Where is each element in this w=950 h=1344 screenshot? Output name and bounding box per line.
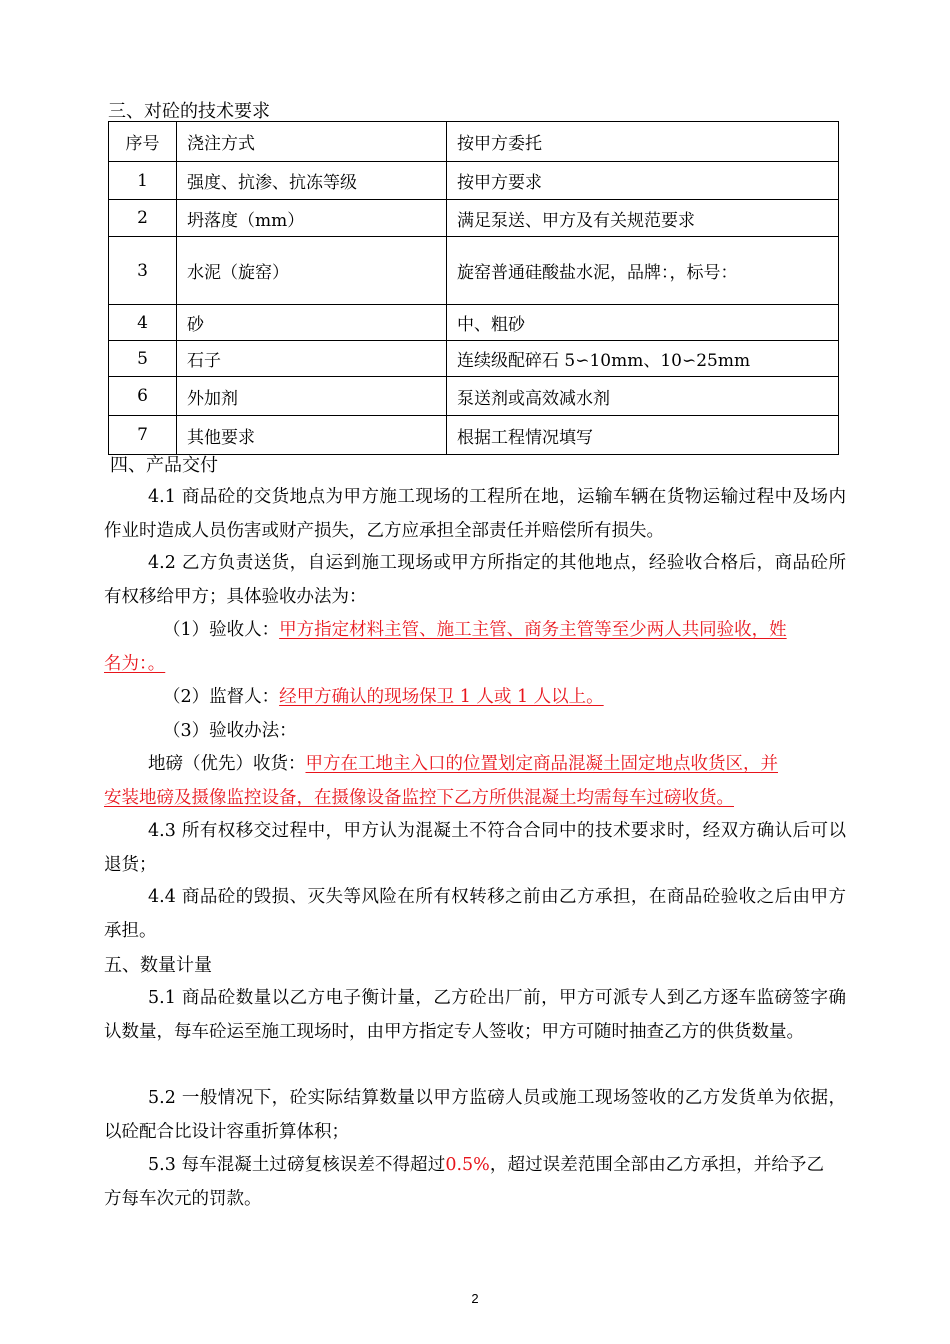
table-cell: 根据工程情况填写	[447, 416, 839, 455]
table-cell: 旋窑普通硅酸盐水泥，品牌：，标号：	[447, 237, 839, 305]
table-row	[109, 305, 839, 341]
table-cell: 满足泵送、甲方及有关规范要求	[447, 200, 839, 237]
clause-5-1: 5.1 商品砼数量以乙方电子衡计量，乙方砼出厂前，甲方可派专人到乙方逐车监磅签字确认数量，每车砼运至施工现场时，由甲方指定专人签收；甲方可随时抽查乙方的供货数量。	[104, 988, 846, 1042]
weighbridge-line	[148, 748, 778, 782]
clause-5-3-text: 5.3 每车混凝土过磅复核误差不得超过	[148, 1155, 446, 1175]
section-5-title: 五、数量计量	[104, 955, 212, 976]
inspector-value: 甲方指定材料主管、施工主管、商务主管等至少两人共同验收，姓	[279, 620, 787, 640]
supervisor-label: （2）监督人：	[163, 687, 280, 707]
table-row	[109, 341, 839, 377]
table-cell: 4	[109, 305, 177, 341]
error-tolerance-value: 0.5%	[445, 1155, 490, 1175]
weighbridge-line-2	[104, 782, 734, 816]
inspector-line	[163, 614, 787, 648]
table-cell: 砂	[177, 305, 447, 341]
weighbridge-value: 甲方在工地主入口的位置划定商品混凝土固定地点收货区，并	[305, 754, 778, 774]
table-cell: 其他要求	[177, 416, 447, 455]
table-cell: 7	[109, 416, 177, 455]
section-3-title: 三、对砼的技术要求	[108, 101, 270, 122]
table-cell: 2	[109, 200, 177, 237]
clause-4-1: 4.1 商品砼的交货地点为甲方施工现场的工程所在地，运输车辆在货物运输过程中及场内作业时造成人员伤害或财产损失，乙方应承担全部责任并赔偿所有损失。	[104, 487, 846, 541]
table-row	[109, 416, 839, 455]
tech-requirements-table	[108, 121, 839, 455]
table-header-cell: 序号	[109, 122, 177, 162]
method-label: （3）验收办法：	[163, 721, 297, 741]
table-cell: 外加剂	[177, 377, 447, 416]
table-cell: 泵送剂或高效减水剂	[447, 377, 839, 416]
table-header-row	[109, 122, 839, 162]
table-header-cell: 浇注方式	[177, 122, 447, 162]
table-cell: 5	[109, 341, 177, 377]
supervisor-line	[163, 681, 604, 715]
clause-4-2: 4.2 乙方负责送货，自运到施工现场或甲方所指定的其他地点，经验收合格后，商品砼所有权移给甲方；具体验收办法为：	[104, 553, 846, 607]
clause-5-3	[104, 1149, 824, 1216]
inspector-value-cont: 名为：。	[104, 654, 166, 674]
inspector-label: （1）验收人：	[163, 620, 280, 640]
table-row	[109, 200, 839, 237]
table-cell: 坍落度（mm）	[177, 200, 447, 237]
weighbridge-value-cont: 安装地磅及摄像监控设备，在摄像设备监控下乙方所供混凝土均需每车过磅收货。	[104, 788, 734, 808]
clause-4-3: 4.3 所有权移交过程中，甲方认为混凝土不符合合同中的技术要求时，经双方确认后可以退货；	[104, 821, 846, 875]
page-number: 2	[471, 1291, 479, 1306]
supervisor-value: 经甲方确认的现场保卫 1 人或 1 人以上。	[279, 687, 604, 707]
table-cell: 1	[109, 162, 177, 200]
inspector-line-2	[104, 648, 165, 682]
table-cell: 6	[109, 377, 177, 416]
table-cell: 水泥（旋窑）	[177, 237, 447, 305]
table-cell: 中、粗砂	[447, 305, 839, 341]
table-cell: 强度、抗渗、抗冻等级	[177, 162, 447, 200]
section-4-title: 四、产品交付	[110, 455, 218, 476]
table-row	[109, 377, 839, 416]
table-header-cell: 按甲方委托	[447, 122, 839, 162]
table-row	[109, 237, 839, 305]
table-row	[109, 162, 839, 200]
table-cell: 石子	[177, 341, 447, 377]
table-cell: 连续级配碎石 5∽10mm、10∽25mm	[447, 341, 839, 377]
clause-4-4: 4.4 商品砼的毁损、灭失等风险在所有权转移之前由乙方承担，在商品砼验收之后由甲方承担。	[104, 887, 846, 941]
clause-5-3-text-cont: ，超过误差范围全部由乙方承担，并给予乙方每车次元的罚款。	[104, 1155, 824, 1209]
table-cell: 3	[109, 237, 177, 305]
clause-5-2: 5.2 一般情况下，砼实际结算数量以甲方监磅人员或施工现场签收的乙方发货单为依据，以砼配合比设计容重折算体积；	[104, 1088, 846, 1142]
table-cell: 按甲方要求	[447, 162, 839, 200]
weighbridge-label: 地磅（优先）收货：	[148, 754, 306, 774]
